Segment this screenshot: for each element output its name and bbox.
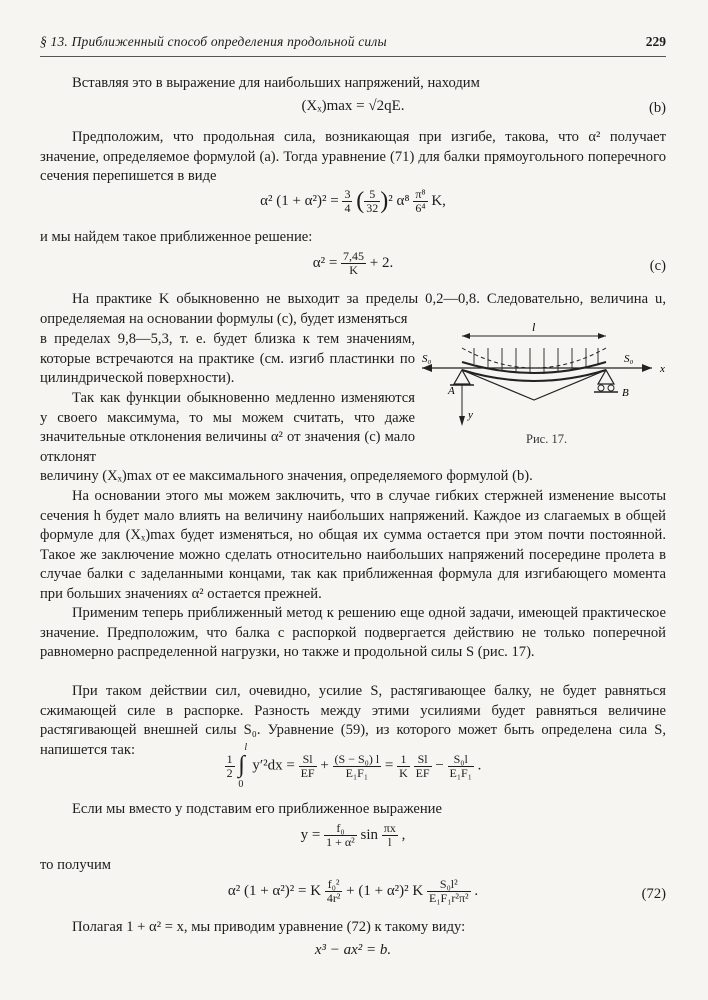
running-header	[40, 34, 666, 50]
paragraph-5b: величину (Xₓ)max от ее максимального значения, определяемого формулой (b).	[40, 468, 533, 484]
eq59-eq: =	[381, 757, 398, 774]
eq59-f5-den: EF	[415, 765, 430, 780]
eq59-lower: 0	[238, 779, 244, 790]
eq59-f3-num: (S − S₀) l	[334, 751, 380, 766]
eq72-frac-1	[325, 878, 343, 905]
eq72-lhs: α² (1 + α²)² = K	[227, 882, 325, 899]
s0-right-arrow	[642, 364, 652, 372]
paragraph-4b: в пределах 9,8—5,3, т. е. будет близка к тем значениям, которые встречаются на практике (см. изгиб пластинки по цилиндрической поверхности).	[40, 331, 415, 387]
paragraph-7: Применим теперь приближенный метод к решению еще одной задачи, имеющей практическое значение. Предположим, что балка с распоркой подвергается действию не только поперечной равномерно распределенной нагрузки, но также и продольной силы S (рис. 17).	[40, 605, 666, 661]
paragraph-11: Полагая 1 + α² = x, мы приводим уравнение (72) к такому виду:	[72, 919, 466, 935]
page-number: 229	[645, 34, 666, 49]
strut	[462, 370, 606, 400]
eq-y-f1-num: f₀	[324, 822, 357, 836]
eq59-integral	[238, 742, 252, 790]
paragraph-8: При таком действии сил, очевидно, усилие S, растягивающее балку, не будет равняться сжимающей силе в распорке. Разность между этими усилиями будет равняться величине растягивающей внешней силы S₀. Уравнение (59), из которого может быть определена сила S, напишется так:	[40, 683, 666, 758]
eq-c-frac	[341, 250, 366, 277]
eq71-tail: K,	[427, 192, 446, 209]
eq59-int-sign: ∫	[238, 752, 245, 778]
eq71-f1-num: 3	[344, 187, 351, 201]
equation-72	[40, 878, 666, 922]
eq59-frac-1	[225, 753, 235, 780]
eq72-mid: + (1 + α²)² K	[342, 882, 428, 899]
span-arrow-left	[462, 333, 470, 339]
eq71-mid: ² α⁸	[388, 192, 410, 209]
roller-2	[608, 385, 614, 391]
eq-c-num: 7,45	[343, 249, 365, 263]
label-l: l	[532, 322, 536, 334]
eq-c-den: K	[349, 263, 358, 277]
equation-71: α² (1 + α²)² = $\frac{3}{4}$ ( $\frac{5}{32}$ )² α⁸ $\frac{\text{π⁸}}{\text{6⁴}}$ K,	[260, 187, 446, 215]
eq-y-frac-2	[382, 822, 398, 849]
eq59-f6-den: E₁F₁	[449, 765, 472, 780]
eq71-f3-den: 6⁴	[415, 201, 426, 215]
eq-c-lhs: α² =	[312, 254, 342, 271]
label-x: x	[660, 363, 665, 375]
eq-y-mid: sin	[356, 826, 382, 843]
label-b: B	[622, 387, 629, 399]
eq59-upper: l	[244, 742, 248, 753]
eq59-frac-5	[414, 753, 432, 780]
eq59-frac-2	[299, 753, 317, 780]
paragraph-10: то получим	[40, 857, 112, 873]
eq59-f6-num: S₀l	[448, 753, 474, 767]
eq59-end: .	[473, 757, 482, 774]
eq59-plus: +	[316, 757, 333, 774]
eq72-f2-num: S₀l²	[427, 878, 471, 892]
eq-c-tail: + 2.	[366, 254, 394, 271]
eq59-body: y′²dx =	[252, 757, 299, 774]
eq59-minus: −	[431, 757, 448, 774]
eq72-f1-den: 4r²	[326, 891, 341, 905]
paragraph-4a: На практике K обыкновенно не выходит за пределы 0,2—0,8. Следовательно, величина u, определяемая на основании формулы (c), будет изменяться	[40, 291, 666, 327]
header-rule	[40, 56, 666, 57]
paragraph-5a: Так как функции обыкновенно медленно изменяются у своего максимума, то мы можем считать, что даже значительные отклонения величины α² от значения (c) мало отклонят	[40, 390, 415, 465]
paragraph-6: На основании этого мы можем заключить, что в случае гибких стержней изменение высоты сечения h будет мало влиять на величину наибольших напряжений. Каждое из слагаемых в общей формуле для (Xₓ)max будет изменяться, но общая их сумма остается при этом почти постоянной. Такое же заключение можно сделать относительно наибольших напряжений посередине пролета в случае балки с заделанными концами, так как приближенная формула для изгибающего момента при больших значениях α² остается прежней.	[40, 488, 666, 602]
paragraph-9: Если мы вместо y подставим его приближенное выражение	[72, 801, 442, 817]
eq71-f2-num: 5	[364, 188, 380, 202]
eq71-f2-den: 32	[366, 201, 379, 215]
paragraph-3: и мы найдем такое приближенное решение:	[40, 229, 313, 245]
figure-17	[418, 322, 678, 452]
deflection-curve	[462, 348, 606, 368]
eq-y-f1-den: 1 + α²	[326, 835, 355, 849]
eq71-frac-3	[413, 188, 427, 215]
eq-b-tag: (b)	[648, 100, 666, 116]
eq59-f5-num: Sl	[414, 753, 432, 767]
eq59-frac-6	[448, 753, 474, 780]
eq-y-lhs: y =	[300, 826, 325, 843]
eq71-f1-den: 4	[344, 201, 351, 215]
eq-b-rhs: √2qE.	[368, 98, 405, 114]
eq71-frac-1	[342, 188, 352, 215]
eq59-f3-den: E₁F₁	[345, 765, 369, 780]
eq72-end: .	[470, 882, 479, 899]
eq59-frac-3	[333, 753, 382, 780]
eq59-f2-den: EF	[300, 765, 315, 780]
eq59-f4-num: 1	[397, 753, 410, 767]
eq72-f2-den: E₁F₁r²π²	[429, 891, 469, 905]
label-y: y	[468, 409, 473, 421]
eq-y-frac-1	[324, 822, 357, 849]
eq72-tag: (72)	[641, 886, 666, 902]
equation-59	[40, 742, 666, 796]
eq59-f2-num: Sl	[299, 753, 317, 767]
label-s0-left: S₀	[422, 353, 432, 365]
eq59-frac-4	[397, 753, 410, 780]
roller-1	[598, 385, 604, 391]
label-a: A	[448, 385, 455, 397]
eq71-f3-num: π⁸	[415, 187, 426, 201]
label-s0-right: S₀	[624, 353, 634, 365]
eq-y-f2-den: l	[388, 835, 392, 849]
eq71-frac-2	[364, 188, 380, 215]
y-axis-arrow	[459, 416, 465, 426]
eq72-frac-2	[427, 878, 471, 905]
eq59-f1-den: 2	[226, 765, 233, 780]
paragraph-1: Вставляя это в выражение для наибольших напряжений, находим	[72, 75, 480, 91]
eq-c-tag: (c)	[649, 258, 666, 274]
s0-left-arrow	[422, 364, 432, 372]
eq-y-end: ,	[397, 826, 406, 843]
paragraph-2: Предположим, что продольная сила, возникающая при изгибе, такова, что α² получает значение, определяемое формулой (a). Тогда уравнение (71) для балки прямоугольного поперечного сечения перепишется в виде	[40, 129, 666, 185]
equation-c	[40, 250, 666, 294]
eq-final-text: x³ − ax² = b.	[314, 942, 392, 958]
eq72-f1-num: f₀²	[325, 878, 343, 892]
figure-caption: Рис. 17.	[526, 432, 568, 446]
eq-b-lhs: (Xₓ)max =	[301, 98, 369, 114]
span-arrow-right	[598, 333, 606, 339]
eq59-f4-den: K	[399, 765, 408, 780]
eq-y-f2-num: πx	[383, 821, 396, 835]
eq59-f1-num: 1	[226, 751, 233, 766]
equation-final	[40, 942, 666, 986]
eq71-lhs: α² (1 + α²)² =	[260, 192, 343, 209]
section-title: § 13. Приближенный способ определения продольной силы	[40, 34, 387, 49]
